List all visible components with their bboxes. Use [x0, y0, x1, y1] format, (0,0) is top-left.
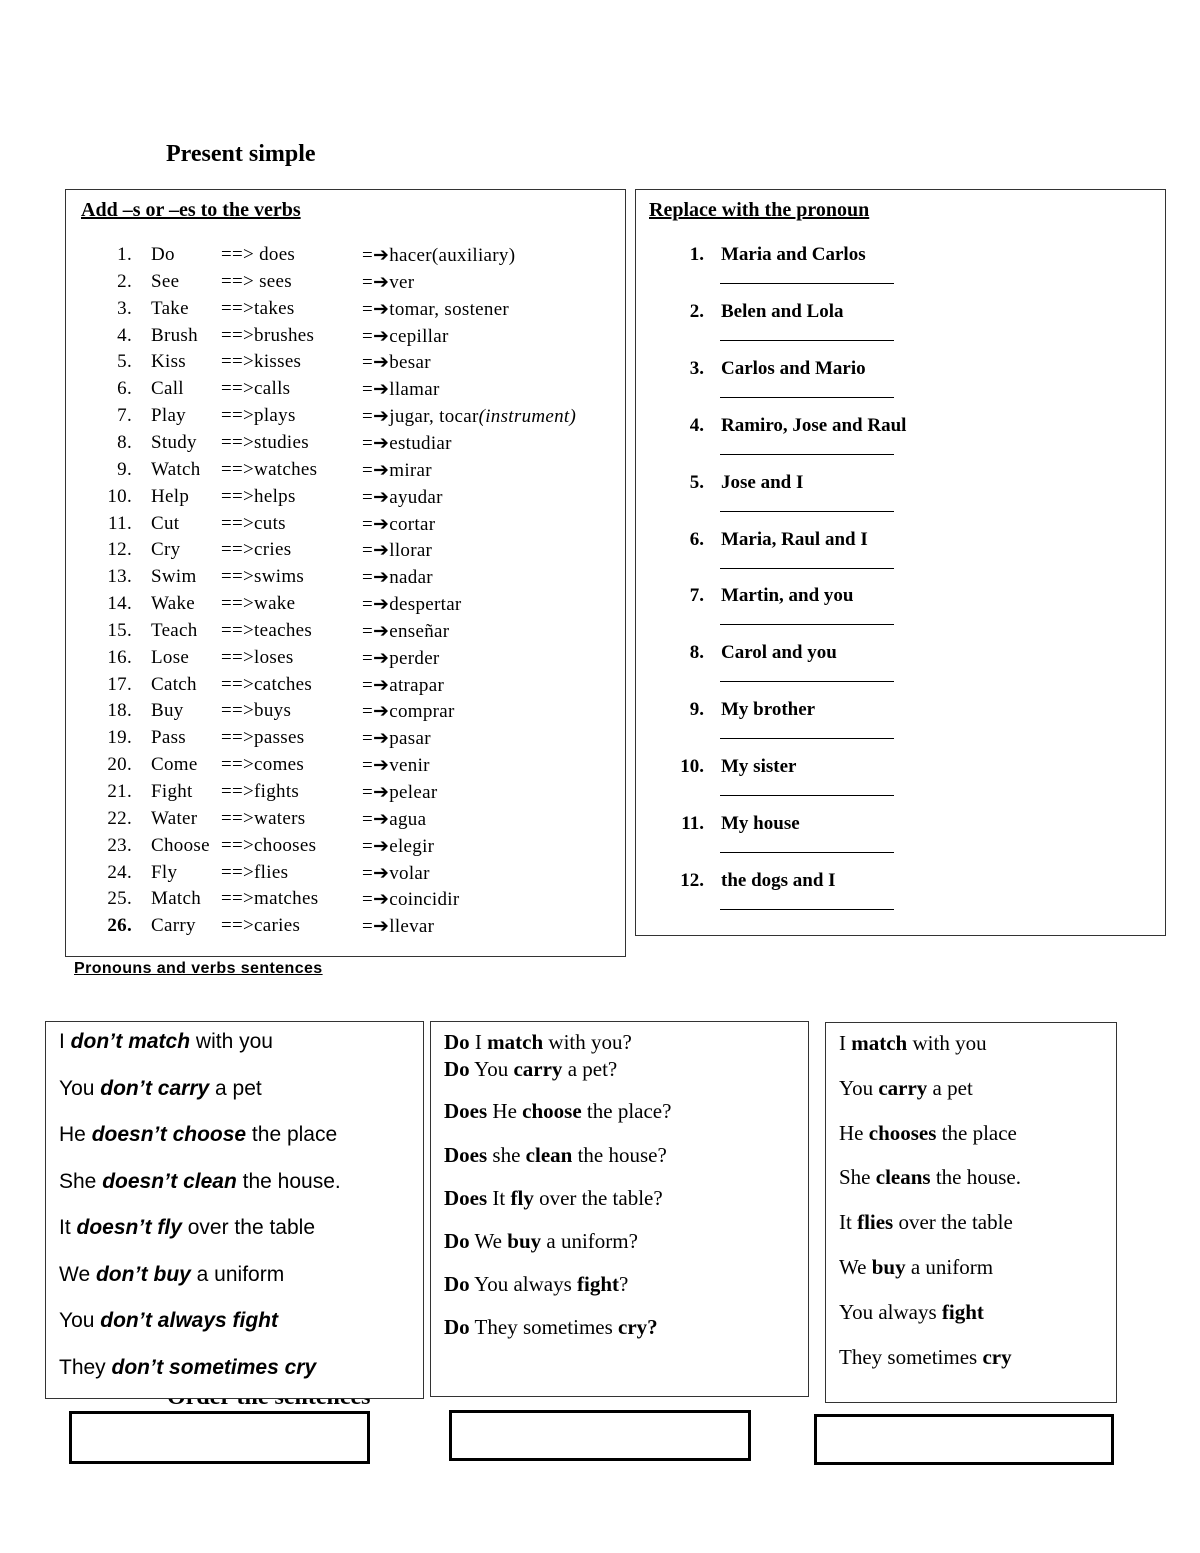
verb-third-person: ==>caries — [221, 915, 301, 937]
sentence-text: a uniform — [905, 1255, 994, 1279]
answer-blank-line[interactable] — [720, 454, 894, 455]
verb-base: Study — [151, 431, 197, 453]
pronoun-number: 5. — [689, 471, 704, 493]
sentence-text: It — [59, 1216, 77, 1239]
verb-translation: =➔comprar — [362, 701, 455, 723]
verb-third-person: ==>flies — [221, 861, 289, 883]
section-label: Pronouns and verbs sentences — [74, 960, 323, 977]
verb-third-person: ==>studies — [221, 431, 309, 453]
pronoun-subject: Carol and you — [721, 642, 837, 664]
sentence-verb: don’t carry — [100, 1077, 210, 1100]
sentence-line — [839, 1031, 987, 1056]
answer-box[interactable] — [69, 1411, 370, 1464]
sentence-verb: flies — [857, 1210, 894, 1234]
pronoun-item — [636, 301, 1165, 357]
sentence-line — [839, 1210, 1013, 1235]
sentence-text: You always — [469, 1272, 578, 1296]
sentence-verb: Does — [444, 1143, 488, 1167]
verb-number: 18. — [107, 700, 132, 722]
sentence-text: a uniform? — [541, 1229, 638, 1253]
verb-number: 5. — [117, 351, 132, 373]
pronoun-item — [636, 699, 1165, 755]
verb-translation: =➔agua — [362, 808, 427, 830]
verb-number: 17. — [107, 673, 132, 695]
verb-translation: =➔llorar — [362, 540, 433, 562]
sentence-text: You — [59, 1309, 101, 1332]
verb-translation: =➔elegir — [362, 835, 435, 857]
verb-third-person: ==>cries — [221, 539, 292, 561]
verb-base: Water — [151, 807, 198, 829]
pronoun-subject: My house — [721, 813, 800, 834]
verb-translation: =➔estudiar — [362, 432, 452, 454]
sentence-text: a pet — [209, 1077, 262, 1100]
sentence-text: She — [839, 1165, 876, 1189]
pronoun-number: 8. — [689, 642, 704, 664]
pronoun-number: 10. — [680, 756, 704, 778]
sentence-verb: buy — [871, 1255, 906, 1279]
verb-base: Kiss — [151, 351, 186, 373]
verb-number: 8. — [117, 431, 132, 453]
verb-base: Cut — [151, 512, 180, 534]
verb-base: Call — [151, 378, 184, 400]
sentence-text: I — [469, 1030, 488, 1054]
verb-base: Fight — [151, 781, 193, 802]
verb-third-person: ==>fights — [221, 781, 300, 802]
verb-translation: =➔tomar, sostener — [362, 298, 510, 320]
verb-translation-text: =➔jugar, tocar — [362, 406, 479, 428]
sentence-line — [839, 1255, 993, 1280]
sentence-verb: don’t always fight — [100, 1309, 279, 1332]
sentence-verb: choose — [522, 1099, 582, 1123]
pronoun-subject: Maria, Raul and I — [721, 528, 868, 550]
verb-translation: =➔llamar — [362, 379, 440, 401]
sentence-line — [444, 1186, 663, 1211]
verb-third-person: ==>cuts — [221, 512, 286, 534]
verb-number: 25. — [107, 888, 132, 910]
sentence-text: a pet — [927, 1076, 973, 1100]
sentence-text: I — [839, 1031, 852, 1055]
sentence-verb: fight — [577, 1272, 620, 1296]
sentence-text: over the table — [181, 1216, 315, 1239]
sentence-text: the place? — [581, 1099, 672, 1123]
pronoun-number: 3. — [689, 357, 704, 379]
sentence-text: I — [59, 1030, 71, 1053]
verb-third-person: ==> sees — [221, 270, 292, 292]
sentence-line — [839, 1165, 1021, 1190]
verb-translation: =➔cepillar — [362, 325, 449, 347]
affirmative-sentences-box — [825, 1022, 1117, 1403]
sentence-verb: match — [487, 1030, 544, 1054]
verb-base: Brush — [151, 324, 198, 346]
pronoun-subject: Martin, and you — [721, 585, 854, 607]
verb-third-person: ==>calls — [221, 378, 291, 400]
sentence-verb: carry — [878, 1076, 928, 1100]
pronoun-number: 1. — [689, 244, 704, 265]
verb-base: Lose — [151, 646, 190, 668]
sentence-text: the place — [936, 1121, 1017, 1145]
sentence-verb: clean — [525, 1143, 573, 1167]
verb-third-person: ==>wake — [221, 593, 296, 615]
pronoun-subject: My brother — [721, 699, 816, 721]
sentence-verb: carry — [513, 1057, 563, 1081]
sentence-line — [59, 1356, 316, 1380]
sentence-verb: Do — [444, 1057, 470, 1081]
sentence-verb: don’t buy — [95, 1263, 191, 1286]
verb-number: 21. — [107, 781, 132, 802]
verb-third-person: ==>teaches — [221, 619, 313, 641]
verb-number: 23. — [107, 834, 132, 856]
verb-number: 15. — [107, 619, 132, 641]
sentence-text: She — [59, 1170, 103, 1193]
verb-base: Help — [151, 485, 190, 507]
pronoun-subject: Belen and Lola — [721, 300, 844, 322]
sentence-verb: fight — [941, 1300, 984, 1324]
sentence-text: the house. — [930, 1165, 1021, 1189]
verb-third-person: ==>swims — [221, 566, 305, 588]
page-title: Present simple — [166, 141, 316, 167]
sentence-text: with you? — [543, 1030, 632, 1054]
verb-number: 11. — [108, 512, 132, 534]
verb-base: Teach — [151, 619, 198, 641]
verb-third-person: ==>buys — [221, 700, 292, 722]
verb-third-person: ==>helps — [221, 485, 296, 507]
verb-number: 10. — [107, 485, 132, 507]
verb-number: 2. — [117, 270, 132, 292]
verb-base: Come — [151, 754, 198, 776]
sentence-text: We — [469, 1229, 508, 1253]
verb-number: 14. — [107, 593, 132, 615]
sentence-verb: cry — [982, 1345, 1012, 1369]
sentence-text: with you — [907, 1031, 987, 1055]
sentence-text: she — [487, 1143, 526, 1167]
verb-translation-note: (instrument) — [478, 406, 577, 428]
pronoun-subject: Jose and I — [721, 471, 804, 493]
sentence-text: the house. — [236, 1170, 341, 1193]
verb-third-person: ==>comes — [221, 754, 305, 776]
pronoun-number: 4. — [689, 414, 704, 436]
verb-base: Carry — [151, 915, 196, 937]
verbs-heading: Add –s or –es to the verbs — [81, 199, 301, 221]
sentence-verb: doesn’t choose — [91, 1123, 247, 1146]
sentence-line — [444, 1099, 671, 1124]
sentence-text: It — [487, 1186, 511, 1210]
pronoun-number: 7. — [689, 585, 704, 607]
verb-translation: =➔mirar — [362, 459, 432, 481]
sentence-text: He — [59, 1123, 92, 1146]
pronoun-heading: Replace with the pronoun — [649, 199, 870, 221]
verb-number: 1. — [117, 244, 132, 265]
sentence-verb: Do — [444, 1229, 470, 1253]
sentence-verb: chooses — [868, 1121, 937, 1145]
verb-number: 24. — [107, 861, 132, 883]
verb-base: Cry — [151, 539, 181, 561]
verb-third-person: ==>kisses — [221, 351, 302, 373]
sentence-text: over the table? — [533, 1186, 663, 1210]
verb-translation: =➔perder — [362, 647, 440, 669]
verb-third-person: ==>chooses — [221, 834, 317, 856]
verb-number: 26. — [107, 915, 132, 937]
pronoun-item — [636, 585, 1165, 641]
sentence-text: You always — [839, 1300, 942, 1324]
verb-third-person: ==>brushes — [221, 324, 315, 346]
answer-blank-line[interactable] — [720, 568, 894, 569]
verb-third-person: ==>watches — [221, 458, 318, 480]
verb-translation: =➔enseñar — [362, 620, 450, 642]
sentence-text: ? — [619, 1272, 629, 1296]
verb-translation: =➔nadar — [362, 567, 433, 589]
verb-base: Pass — [151, 727, 186, 749]
sentence-verb: cry? — [618, 1315, 658, 1339]
verb-base: Match — [151, 888, 202, 910]
answer-blank-line[interactable] — [720, 511, 894, 512]
pronoun-number: 11. — [681, 813, 704, 834]
sentence-verb: Do — [444, 1315, 470, 1339]
sentence-line — [444, 1229, 638, 1254]
sentence-text: We — [839, 1255, 872, 1279]
verb-third-person: ==>plays — [221, 405, 296, 427]
verb-number: 12. — [107, 539, 132, 561]
sentence-verb: doesn’t fly — [76, 1216, 182, 1239]
answer-blank-line[interactable] — [720, 340, 894, 341]
verb-number: 13. — [107, 566, 132, 588]
sentence-text: They sometimes — [839, 1345, 983, 1369]
verb-translation: =➔ver — [362, 271, 415, 293]
verb-third-person: ==>takes — [221, 297, 295, 319]
answer-blank-line[interactable] — [720, 909, 894, 910]
pronoun-subject: Carlos and Mario — [721, 357, 866, 379]
answer-blank-line[interactable] — [720, 397, 894, 398]
verb-number: 22. — [107, 807, 132, 829]
pronoun-subject: the dogs and I — [721, 869, 836, 891]
answer-box[interactable] — [814, 1414, 1114, 1465]
sentence-verb: match — [851, 1031, 908, 1055]
verb-translation: =➔cortar — [362, 513, 436, 535]
sentence-text: They sometimes — [469, 1315, 619, 1339]
verb-base: Buy — [151, 700, 184, 722]
sentence-verb: Does — [444, 1099, 488, 1123]
pronoun-number: 2. — [689, 300, 704, 322]
sentence-line — [839, 1345, 1012, 1370]
sentence-text: He — [487, 1099, 523, 1123]
verb-third-person: ==>waters — [221, 807, 306, 829]
verb-translation: =➔atrapar — [362, 674, 445, 696]
pronoun-item — [636, 472, 1165, 528]
verb-number: 4. — [117, 324, 132, 346]
sentence-verb: don’t sometimes cry — [111, 1356, 317, 1379]
verb-third-person: ==>passes — [221, 727, 305, 749]
verb-base: Swim — [151, 566, 197, 588]
pronoun-item — [636, 813, 1165, 869]
sentence-line — [444, 1143, 667, 1168]
verb-third-person: ==>matches — [221, 888, 319, 910]
verb-translation: =➔volar — [362, 862, 430, 884]
sentence-verb: doesn’t clean — [102, 1170, 237, 1193]
verb-base: Wake — [151, 593, 195, 615]
pronoun-item — [636, 244, 1165, 300]
answer-blank-line[interactable] — [720, 738, 894, 739]
verb-translation: =➔coincidir — [362, 889, 460, 911]
pronoun-number: 6. — [689, 528, 704, 550]
verb-base: Catch — [151, 673, 197, 695]
verb-translation: =➔ayudar — [362, 486, 443, 508]
sentence-verb: Do — [444, 1030, 470, 1054]
verb-third-person: ==> does — [221, 244, 296, 265]
verb-number: 9. — [117, 458, 132, 480]
sentence-text: a uniform — [190, 1263, 285, 1286]
verb-number: 3. — [117, 297, 132, 319]
sentence-line — [444, 1030, 632, 1055]
verb-base: Watch — [151, 458, 201, 480]
sentence-text: with you — [190, 1030, 273, 1053]
verb-translation: =➔pelear — [362, 782, 438, 803]
sentence-verb: buy — [507, 1229, 542, 1253]
verbs-exercise-box — [65, 189, 626, 957]
pronoun-item — [636, 358, 1165, 414]
sentence-verb: cleans — [875, 1165, 931, 1189]
sentence-line — [59, 1077, 262, 1101]
pronoun-number: 12. — [680, 869, 704, 891]
verb-number: 20. — [107, 754, 132, 776]
answer-blank-line[interactable] — [720, 283, 894, 284]
sentence-text: You — [839, 1076, 879, 1100]
negative-sentences-box — [45, 1021, 424, 1399]
sentence-text: It — [839, 1210, 858, 1234]
pronoun-item — [636, 642, 1165, 698]
answer-blank-line[interactable] — [720, 852, 894, 853]
sentence-line — [59, 1123, 337, 1147]
sentence-line — [444, 1315, 658, 1340]
verb-number: 6. — [117, 378, 132, 400]
sentence-text: We — [59, 1263, 96, 1286]
verb-third-person: ==>loses — [221, 646, 294, 668]
sentence-verb: fly — [510, 1186, 534, 1210]
sentence-verb: don’t match — [70, 1030, 191, 1053]
pronoun-subject: Ramiro, Jose and Raul — [721, 414, 907, 436]
answer-blank-line[interactable] — [720, 795, 894, 796]
verb-translation: =➔hacer(auxiliary) — [362, 245, 516, 266]
verb-base: Take — [151, 297, 189, 319]
sentence-text: over the table — [893, 1210, 1013, 1234]
sentence-line — [59, 1309, 278, 1333]
verb-base: Fly — [151, 861, 178, 883]
sentence-text: the house? — [572, 1143, 667, 1167]
verb-translation: =➔llevar — [362, 916, 435, 938]
pronoun-item — [636, 415, 1165, 471]
sentence-text: You — [59, 1077, 101, 1100]
sentence-line — [59, 1170, 341, 1194]
verb-number: 7. — [117, 405, 132, 427]
sentence-line — [59, 1030, 273, 1054]
sentence-line — [444, 1272, 628, 1297]
pronoun-exercise-box — [635, 189, 1166, 936]
sentence-line — [444, 1057, 617, 1082]
question-sentences-box — [430, 1021, 809, 1397]
pronoun-item — [636, 529, 1165, 585]
verb-translation: =➔besar — [362, 352, 431, 374]
sentence-line — [839, 1076, 973, 1101]
sentence-line — [839, 1121, 1017, 1146]
verb-number: 16. — [107, 646, 132, 668]
verb-number: 19. — [107, 727, 132, 749]
pronoun-item — [636, 756, 1165, 812]
verb-base: Choose — [151, 834, 210, 856]
verb-translation: =➔venir — [362, 755, 430, 777]
pronoun-subject: My sister — [721, 756, 797, 778]
pronoun-number: 9. — [689, 699, 704, 721]
verb-third-person: ==>catches — [221, 673, 313, 695]
verb-translation — [362, 405, 576, 428]
sentence-text: You — [469, 1057, 514, 1081]
pronoun-subject: Maria and Carlos — [721, 244, 866, 265]
sentence-text: They — [59, 1356, 112, 1379]
verb-base: See — [151, 270, 180, 292]
answer-box[interactable] — [449, 1410, 751, 1461]
sentence-line — [839, 1300, 984, 1325]
sentence-verb: Do — [444, 1272, 470, 1296]
sentence-line — [59, 1216, 315, 1240]
sentence-line — [59, 1263, 284, 1287]
verb-base: Play — [151, 405, 186, 427]
sentence-text: a pet? — [562, 1057, 618, 1081]
sentence-verb: Does — [444, 1186, 488, 1210]
answer-blank-line[interactable] — [720, 681, 894, 682]
sentence-text: the place — [246, 1123, 338, 1146]
verb-base: Do — [151, 244, 175, 265]
sentence-text: He — [839, 1121, 869, 1145]
answer-blank-line[interactable] — [720, 624, 894, 625]
verb-translation: =➔pasar — [362, 728, 431, 750]
pronoun-item — [636, 870, 1165, 926]
verb-translation: =➔despertar — [362, 594, 462, 616]
